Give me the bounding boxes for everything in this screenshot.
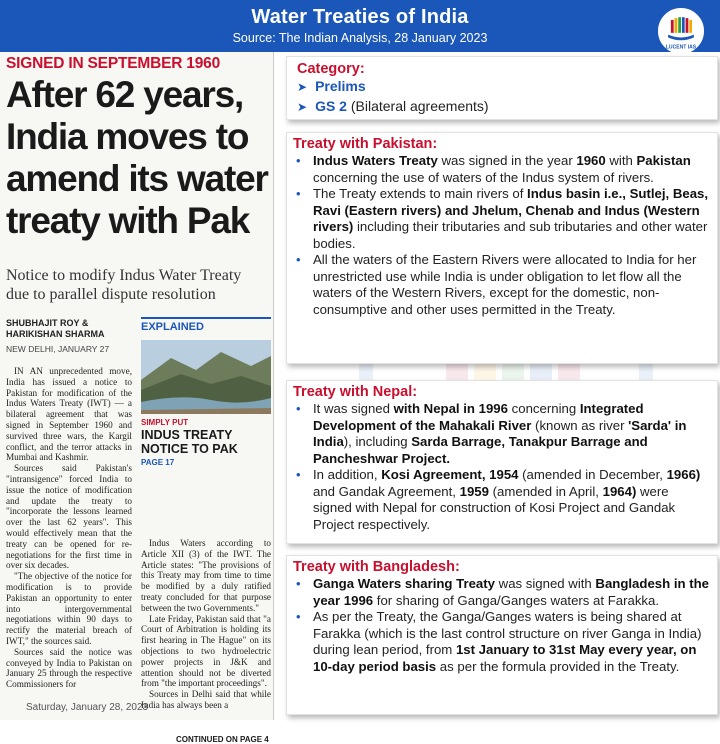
byline-1: SHUBHAJIT ROY &	[6, 318, 89, 328]
arrow-bullet-icon: ➤	[297, 80, 308, 94]
bullet-icon: •	[296, 153, 301, 168]
bullet-icon: •	[296, 252, 301, 267]
river-photo	[141, 340, 271, 414]
list-item: • As per the Treaty, the Ganga/Ganges waters is being shared at Farakka (which is the last control structure on river Ganga in India) during lean period, from 1st January to 31st May every year, on 10-day period basis as per the formula provided in the Treaty.	[296, 609, 702, 674]
category-item	[297, 97, 707, 117]
source-line: Source: The Indian Analysis, 28 January 2023	[232, 31, 488, 45]
article-column-left	[6, 366, 132, 690]
bullet-icon: •	[296, 576, 301, 591]
lucent-ias-logo	[656, 6, 706, 56]
article-paragraph: Late Friday, Pakistan said that "a Court of Arbitration is holding its first hearing in The Hague" on its objections to two hydroelectric power projects in J&K and attention should not be diverted from "the important proceedings".	[141, 613, 271, 689]
newspaper-clipping	[0, 52, 274, 744]
article-paragraph: Sources said the notice was conveyed by India to Pakistan on January 25 through the respective Commissioners for	[6, 646, 132, 690]
list-item: • In addition, Kosi Agreement, 1954 (amended in December, 1966) and Gandak Agreement, 1959 (amended in April, 1964) were signed with Nepal for construction of Kosi Project and Gandak Project respectively.	[296, 467, 701, 532]
list-item: • Indus Waters Treaty was signed in the year 1960 with Pakistan concerning the use of waters of the Indus system of rivers.	[296, 153, 691, 185]
bangladesh-treaty-card	[286, 555, 718, 715]
category-extra: (Bilateral agreements)	[346, 98, 489, 114]
explained-page-ref: PAGE 17	[141, 458, 175, 467]
page-title: Water Treaties of India	[251, 6, 469, 28]
category-item	[297, 77, 707, 97]
explained-box-title: INDUS TREATY NOTICE TO PAK	[141, 428, 238, 456]
notes-panel	[276, 52, 720, 720]
pakistan-treaty-card	[286, 132, 718, 364]
explained-label: EXPLAINED	[141, 317, 271, 333]
nepal-treaty-title: Treaty with Nepal:	[293, 384, 418, 400]
bullet-icon: •	[296, 186, 301, 201]
bangladesh-treaty-title: Treaty with Bangladesh:	[293, 559, 460, 575]
pakistan-points	[293, 153, 709, 318]
newspaper-bylines	[6, 318, 132, 340]
list-item: • The Treaty extends to main rivers of Indus basin i.e., Sutlej, Beas, Ravi (Eastern rivers) and Jhelum, Chenab and Indus (Western rivers) including their tributaries and sub tributaries and other water bodies.	[296, 186, 709, 251]
svg-text:LUCENT IAS: LUCENT IAS	[665, 44, 697, 51]
list-item: • It was signed with Nepal in 1996 concerning Integrated Development of the Mahakali River (known as river 'Sarda' in India), including Sarda Barrage, Tanakpur Barrage and Pancheshwar Project.	[296, 401, 687, 466]
nepal-treaty-card	[286, 380, 718, 544]
newspaper-headline: After 62 years, India moves to amend its water treaty with Pak	[6, 74, 268, 241]
simply-put-label: SIMPLY PUT	[141, 418, 189, 427]
category-label: Prelims	[315, 78, 366, 94]
bullet-icon: •	[296, 467, 301, 482]
article-column-right	[141, 538, 271, 711]
article-paragraph: Indus Waters according to Article XII (3) of the IWT. The Article states: "The provisions of this Treaty may from time to time be modified by a duly ratified treaty concluded for that purpose between the two Governments."	[141, 538, 271, 613]
list-item: • All the waters of the Eastern Rivers were allocated to India for her unrestricted use while India is under obligation to let flow all the waters of the Western Rivers, except for the domestic, non-consumptive and other uses permitted in the Treaty.	[296, 252, 697, 317]
river-landscape-icon	[141, 340, 271, 414]
bullet-icon: •	[296, 401, 301, 416]
article-paragraph: IN AN unprecedented move, India has issued a notice to Pakistan for modification of the Indus Waters Treaty (IWT) — a bilateral agreement that was signed in September 1960 and survived three wars, the Kargil conflict, and the terror attacks in Mumbai and Kashmir.	[6, 366, 132, 463]
category-card	[286, 56, 718, 120]
newspaper-deck: Notice to modify Indus Water Treaty due to parallel dispute resolution	[6, 267, 242, 303]
arrow-bullet-icon: ➤	[297, 100, 308, 114]
nepal-points	[293, 401, 709, 533]
continued-on-page: CONTINUED ON PAGE 4	[176, 735, 269, 744]
list-item: • Ganga Waters sharing Treaty was signed with Bangladesh in the year 1996 for sharing of Ganga/Ganges waters at Farakka.	[296, 576, 709, 608]
newspaper-date: Saturday, January 28, 2023	[26, 702, 149, 713]
pakistan-treaty-title: Treaty with Pakistan:	[293, 136, 438, 152]
category-label: GS 2	[315, 98, 347, 114]
newspaper-kicker: SIGNED IN SEPTEMBER 1960	[6, 55, 220, 72]
article-paragraph: Sources said Pakistan's "intransigence" forced India to issue the notice of modification and update the treaty to "incorporate the lessons learned over the last 62 years". This would effectively mean that the treaty can be opened for re-negotiations for the first time in over six decades.	[6, 463, 132, 571]
article-paragraph: "The objective of the notice for modification is to provide Pakistan an opportunity to enter into intergovernmental negotiations within 90 days to rectify the material breach of IWT," the sources said.	[6, 571, 132, 646]
bullet-icon: •	[296, 609, 301, 624]
category-title: Category:	[297, 61, 365, 77]
article-paragraph: Sources in Delhi said that while India has always been a	[141, 689, 271, 710]
byline-2: HARIKISHAN SHARMA	[6, 329, 105, 339]
newspaper-dateline: NEW DELHI, JANUARY 27	[6, 344, 110, 354]
page-header	[0, 0, 720, 52]
book-logo-icon	[658, 8, 704, 54]
bangladesh-points	[293, 576, 709, 675]
